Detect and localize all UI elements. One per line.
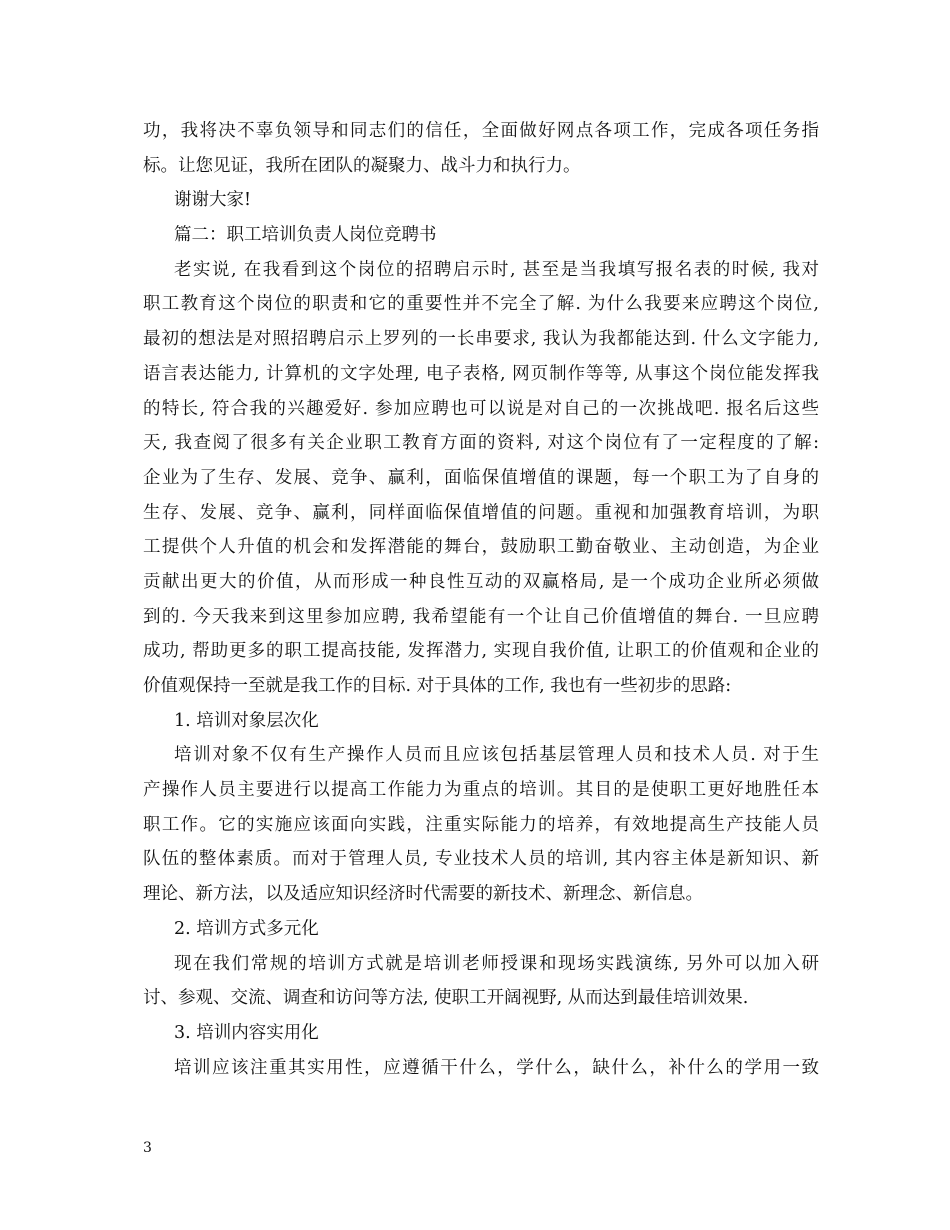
text-line: 最初的想法是对照招聘启示上罗列的一长串要求, 我认为我都能达到. 什么文字能力,: [143, 329, 819, 350]
text-line: 到的. 今天我来到这里参加应聘, 我希望能有一个让自己价值增值的舞台. 一旦应聘: [143, 606, 819, 627]
text-line: 天, 我查阅了很多有关企业职工教育方面的资料, 对这个岗位有了一定程度的了解:: [143, 433, 819, 454]
text-line: 功，我将决不辜负领导和同志们的信任，全面做好网点各项工作，完成各项任务指: [143, 121, 819, 141]
document-body: [143, 114, 819, 1085]
text-line: 讨、参观、交流、调查和访问等方法, 使职工开阔视野, 从而达到最佳培训效果.: [143, 988, 749, 1009]
text-line: 产操作人员主要进行以提高工作能力为重点的培训。其目的是使职工更好地胜任本: [143, 780, 819, 801]
text-line: 贡献出更大的价值，从而形成一种良性互动的双赢格局, 是一个成功企业所必须做: [143, 571, 819, 592]
text-line: 成功, 帮助更多的职工提高技能, 发挥潜力, 实现自我价值, 让职工的价值观和企业的: [143, 641, 819, 662]
text-line: 语言表达能力, 计算机的文字处理, 电子表格, 网页制作等等, 从事这个岗位能发挥我: [143, 363, 819, 384]
list-heading: 3. 培训内容实用化: [174, 1022, 319, 1043]
list-heading: 2. 培训方式多元化: [174, 918, 319, 939]
text-line: 工提供个人升值的机会和发挥潜能的舞台，鼓励职工勤奋敬业、主动创造，为企业: [143, 537, 819, 558]
text-line: 的特长, 符合我的兴趣爱好. 参加应聘也可以说是对自己的一次挑战吧. 报名后这些: [143, 398, 819, 419]
text-line: 标。让您见证，我所在团队的凝聚力、战斗力和执行力。: [143, 155, 581, 176]
text-line: 企业为了生存、发展、竞争、赢利，面临保值增值的课题，每一个职工为了自身的: [143, 467, 819, 488]
text-line: 价值观保持一至就是我工作的目标. 对于具体的工作, 我也有一些初步的思路:: [143, 676, 732, 696]
section-heading: 篇二：职工培训负责人岗位竞聘书: [174, 225, 437, 246]
text-line: 职工作。它的实施应该面向实践，注重实际能力的培养，有效地提高生产技能人员: [143, 814, 819, 835]
text-line: 现在我们常规的培训方式就是培训老师授课和现场实践演练, 另外可以加入研: [174, 953, 819, 974]
text-line: 培训应该注重其实用性，应遵循干什么，学什么，缺什么，补什么的学用一致: [174, 1057, 819, 1078]
text-line: 培训对象不仅有生产操作人员而且应该包括基层管理人员和技术人员. 对于生: [174, 745, 819, 766]
text-line: 老实说, 在我看到这个岗位的招聘启示时, 甚至是当我填写报名表的时候, 我对: [174, 259, 819, 280]
text-line: 生存、发展、竞争、赢利，同样面临保值增值的问题。重视和加强教育培训，为职: [143, 502, 819, 523]
page-number: 3: [143, 1140, 152, 1156]
text-line: 理论、新方法，以及适应知识经济时代需要的新技术、新理念、新信息。: [143, 884, 703, 905]
text-line: 职工教育这个岗位的职责和它的重要性并不完全了解. 为什么我要来应聘这个岗位,: [143, 294, 819, 315]
text-line: 队伍的整体素质。而对于管理人员, 专业技术人员的培训, 其内容主体是新知识、新: [143, 849, 819, 870]
list-heading: 1. 培训对象层次化: [174, 710, 319, 731]
closing-line: 谢谢大家!: [174, 190, 252, 211]
